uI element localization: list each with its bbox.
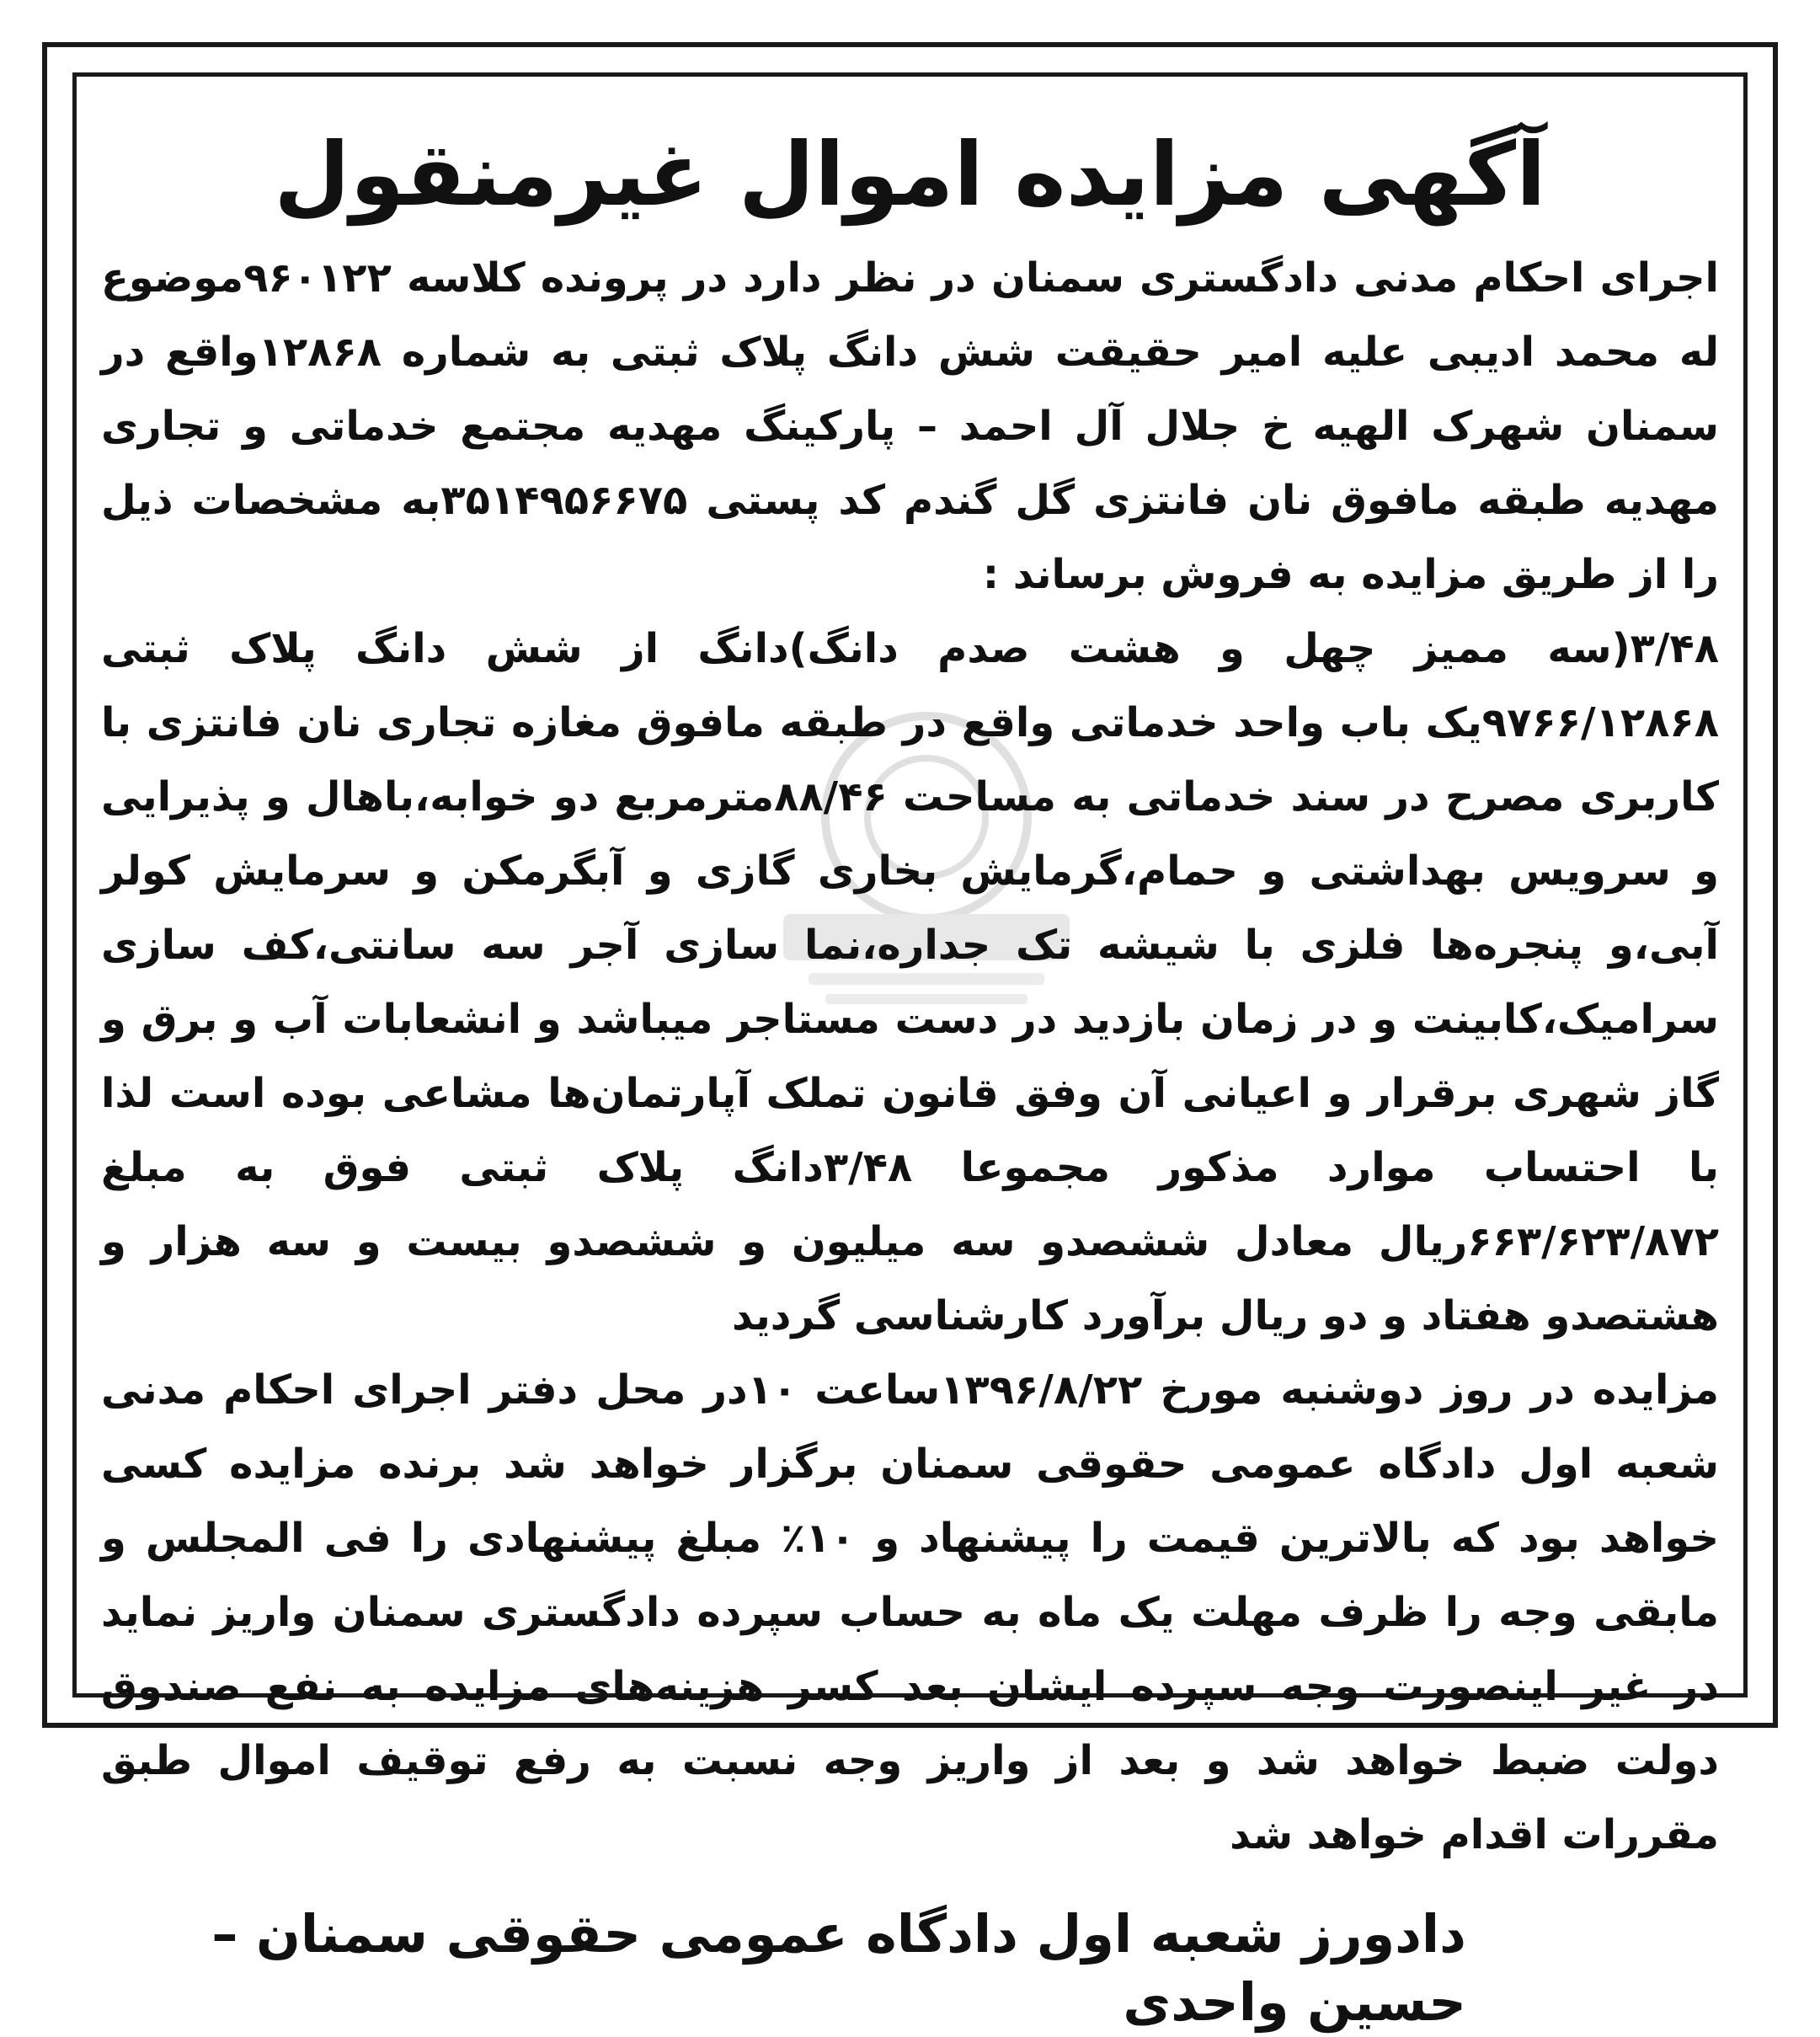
paragraph-property-description: اجرای احکام مدنی دادگستری سمنان در نظر دارد در پرونده کلاسه ۹۶۰۱۲۲موضوع له محمد ادیبی علیه امیر حقیقت شش دانگ پلاک ثبتی به شماره ۱۲۸۶۸واقع در سمنان شهرک الهیه خ جلال آل احمد – پارکینگ مهدیه مجتمع خدماتی و تجاری مهدیه طبقه مافوق نان فانتزی گل گندم کد پستی ۳۵۱۴۹۵۶۶۷۵به مشخصات ذیل را از طریق مزایده به فروش برساند : [101, 254, 1720, 599]
signature: دادورز شعبه اول دادگاه عمومی حقوقی سمنان – حسین واحدی [211, 1903, 1466, 2033]
notice-content [101, 123, 1720, 2037]
paragraph-auction-terms: مزایده در روز دوشنبه مورخ ۱۳۹۶/۸/۲۲ساعت ۱۰در محل دفتر اجرای احکام مدنی شعبه اول دادگاه عمومی حقوقی سمنان برگزار خواهد شد برنده مزایده کسی خواهد بود که بالاترین قیمت را پیشنهاد و ۱۰٪ مبلغ پیشنهادی را فی المجلس و مابقی وجه را ظرف مهلت یک ماه به حساب سپرده دادگستری سمنان واریز نماید در غیر اینصورت وجه سپرده ایشان بعد کسر هزینه‌های مزایده به نفع صندوق دولت ضبط خواهد شد و بعد از واریز وجه نسبت به رفع توقیف اموال طبق مقررات اقدام خواهد شد [101, 1366, 1719, 1859]
notice-title: آگهی مزایده اموال غیرمنقول [274, 123, 1546, 226]
paragraph-property-details: ۳/۴۸(سه ممیز چهل و هشت صدم دانگ)دانگ از شش دانگ پلاک ثبتی ۹۷۶۶/۱۲۸۶۸یک باب واحد خدماتی واقع در طبقه مافوق مغازه تجاری نان فانتزی با کاربری مصرح در سند خدماتی به مساحت ۸۸/۴۶مترمربع دو خوابه،باهال و پذیرایی و سرویس بهداشتی و حمام،گرمایش بخاری گازی و آبگرمکن و سرمایش کولر آبی،و پنجره‌ها فلزی با شیشه تک جداره،نما سازی آجر سه سانتی،کف سازی سرامیک،کابینت و در زمان بازدید در دست مستاجر میباشد و انشعابات آب و برق و گاز شهری برقرار و اعیانی آن وفق قانون تملک آپارتمان‌ها مشاعی بوده است لذا با احتساب موارد مذکور مجموعا ۳/۴۸دانگ پلاک ثبتی فوق به مبلغ ۶۶۳/۶۲۳/۸۷۲ریال معادل ششصدو سه میلیون و ششصدو بیست و سه هزار و هشتصدو هفتاد و دو ریال برآورد کارشناسی گردید [101, 625, 1720, 1340]
